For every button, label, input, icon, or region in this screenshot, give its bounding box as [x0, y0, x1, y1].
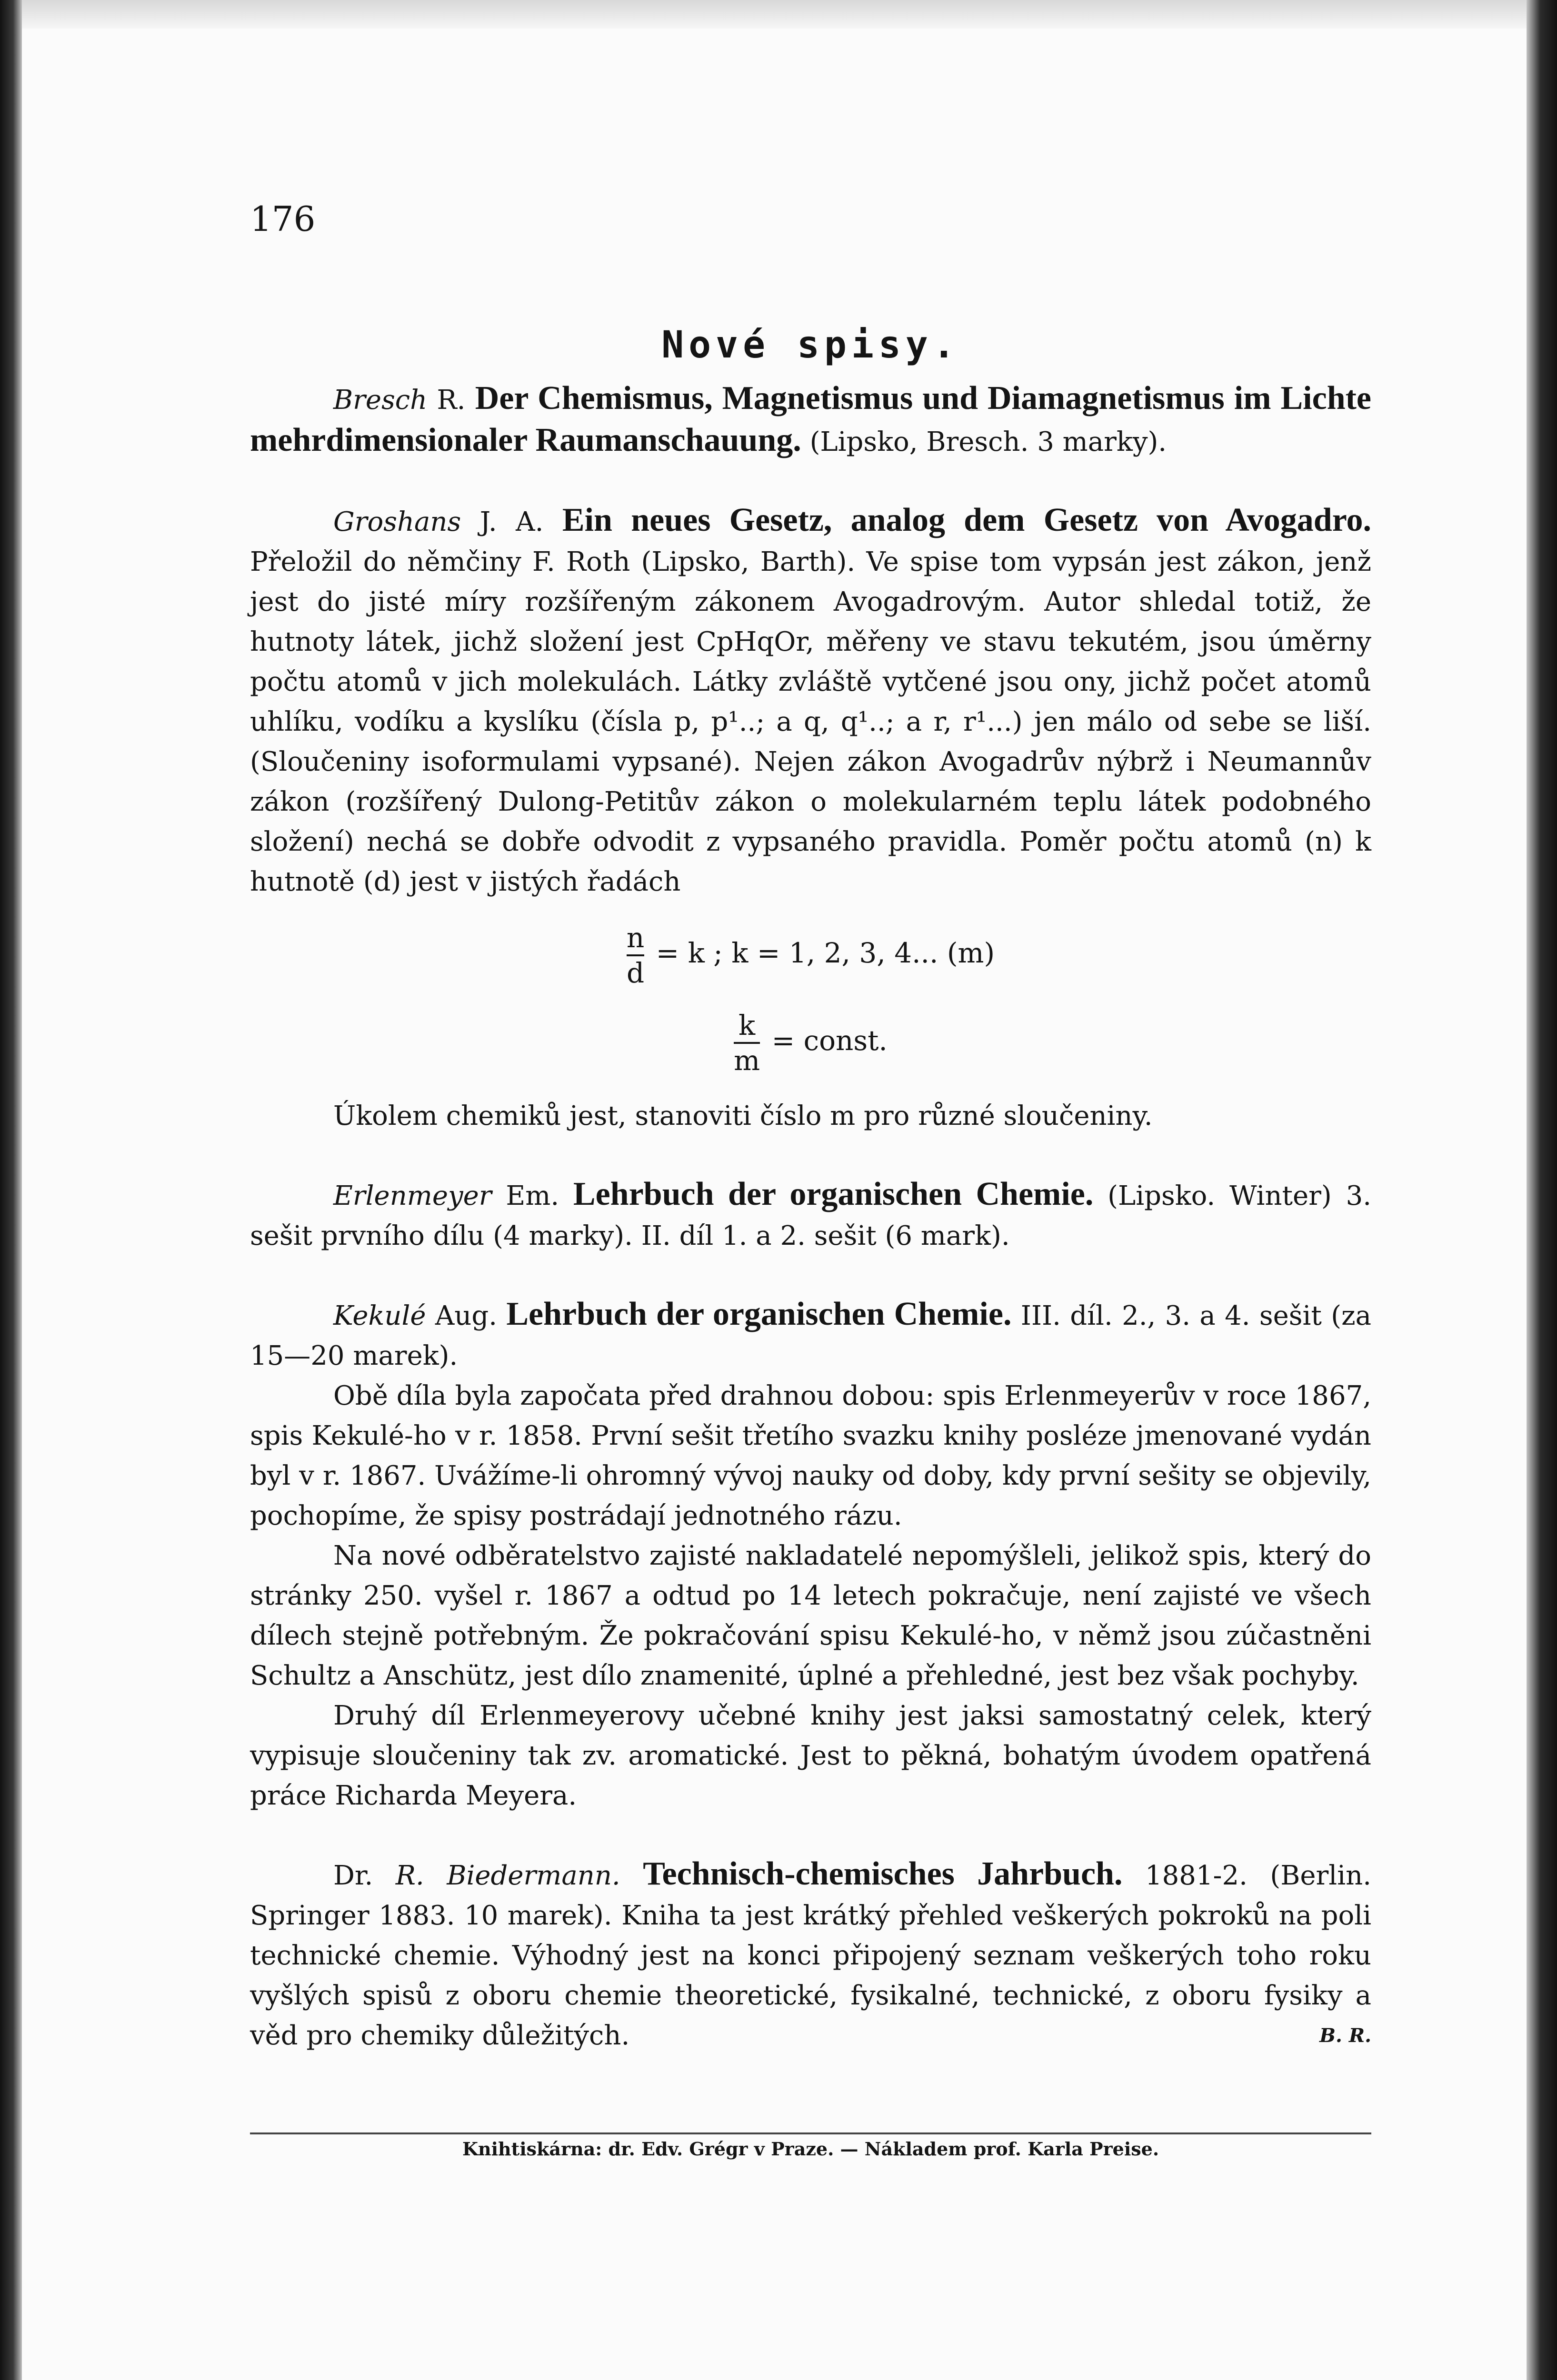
- entry-paragraph: [250, 1854, 1371, 2056]
- entry-paragraph: [250, 500, 1371, 902]
- scan-top-shadow: [0, 0, 1557, 29]
- equation-ratio: [250, 921, 1371, 990]
- review-text: Přeložil do němčiny F. Roth (Lipsko, Barth). Ve spise tom vypsán jest zákon, jenž jest do jisté míry rozšířeným zákonem Avogadrovým. Autor shledal totiž, že hutnoty látek, jichž složení jest CpHqOr, měřeny ve stavu tekutém, jsou úměrny počtu atomů v jich molekulách. Látky zvláště vytčené jsou ony, jichž počet atomů uhlíku, vodíku a kyslíku (čísla p, p¹..; a q, q¹..; a r, r¹...) jen málo od sebe se liší. (Sloučeniny isoformulami vypsané). Nejen zákon Avogadrův nýbrž i Neumannův zákon (rozšířený Dulong-Petitův zákon o molekularném teplu látek podobného složení) nechá se dobře odvodit z vypsaného pravidla. Poměr počtu atomů (n) k hutnotě (d) jest v jistých řadách: [250, 546, 1371, 897]
- author-spacer: [620, 1860, 643, 1891]
- book-title: Technisch-chemisches Jahrbuch.: [643, 1855, 1123, 1892]
- review-entry-erlenmeyer: [250, 1174, 1371, 1256]
- equation-const: [250, 1009, 1371, 1077]
- fraction: [627, 921, 644, 990]
- author-prefix: Dr.: [333, 1860, 396, 1891]
- publication-details: III. díl. 2., 3. a 4. sešit (za 15—20 marek).: [250, 1300, 1371, 1371]
- scan-right-edge: [1527, 0, 1557, 2380]
- review-paragraph: Druhý díl Erlenmeyerovy učebné knihy jest jaksi samostatný celek, který vypisuje sloučeniny tak zv. aromatické. Jest to pěkná, bohatým úvodem opatřená práce Richarda Meyera.: [250, 1700, 1371, 1811]
- fraction-numerator: n: [627, 921, 644, 956]
- book-title: Ein neues Gesetz, analog dem Gesetz von Avogadro.: [562, 502, 1372, 538]
- entry-paragraph: [250, 1174, 1371, 1256]
- fraction-denominator: d: [626, 957, 645, 989]
- author-initials: Em.: [491, 1180, 573, 1211]
- fraction-denominator: m: [734, 1044, 760, 1077]
- review-entry-kekule: [250, 1294, 1371, 1816]
- entry-closing: Úkolem chemiků jest, stanoviti číslo m pro různé sloučeniny.: [333, 1101, 1153, 1131]
- author-name: Erlenmeyer: [333, 1180, 492, 1211]
- printer-imprint: Knihtiskárna: dr. Edv. Grégr v Praze. — Nákladem prof. Karla Preise.: [250, 2132, 1371, 2160]
- book-title: Lehrbuch der organischen Chemie.: [506, 1296, 1012, 1332]
- entry-paragraph: [250, 1294, 1371, 1376]
- review-paragraph: Obě díla byla započata před drahnou dobou: spis Erlenmeyerův v roce 1867, spis Kekulé-ho v r. 1858. První sešit třetího svazku knihy posléze jmenované vydán byl v r. 1867. Uvážíme-li ohromný vývoj nauky od doby, kdy první sešity se objevily, pochopíme, že spisy postrádají jednotného rázu.: [250, 1380, 1371, 1531]
- author-name: Kekulé: [333, 1300, 426, 1331]
- publication-details: (Lipsko. Winter) 3. sešit prvního dílu (4 marky). II. díl 1. a 2. sešit (6 mark).: [250, 1180, 1371, 1251]
- entry-paragraph: [250, 378, 1371, 462]
- author-initials: J. A.: [461, 506, 562, 537]
- publication-details: (Lipsko, Bresch. 3 marky).: [801, 426, 1167, 457]
- review-entry-groshans: [250, 500, 1371, 1136]
- author-name: Bresch: [333, 385, 428, 416]
- fraction-numerator: k: [734, 1009, 760, 1044]
- page-number: 176: [250, 199, 316, 239]
- review-text: 1881-2. (Berlin. Springer 1883. 10 marek). Kniha ta jest krátký přehled veškerých pokroků na poli technické chemie. Výhodný jest na konci připojený seznam veškerých toho roku vyšlých spisů z oboru chemie theoretické, fysikalné, technické, z oboru fysiky a věd pro chemiky důležitých.: [250, 1860, 1371, 2051]
- book-title: Lehrbuch der organischen Chemie.: [573, 1176, 1094, 1212]
- author-initials: Aug.: [426, 1300, 507, 1331]
- author-name: R. Biedermann.: [395, 1860, 620, 1891]
- scan-left-edge: [0, 0, 22, 2380]
- section-heading: Nové spisy.: [661, 324, 960, 367]
- review-list: [250, 378, 1371, 2094]
- equation-rest: = const.: [771, 1024, 888, 1057]
- review-entry-bresch: [250, 378, 1371, 462]
- reviewer-initials: B. R.: [1319, 2024, 1371, 2047]
- review-entry-biedermann: [250, 1854, 1371, 2056]
- book-title: Der Chemismus, Magnetismus und Diamagnetismus im Lichte mehrdimensionaler Raumanschauung.: [250, 380, 1371, 458]
- equation-rest: = k ; k = 1, 2, 3, 4... (m): [656, 937, 995, 970]
- author-name: Groshans: [333, 506, 461, 537]
- author-initials: R.: [427, 385, 475, 416]
- fraction: [734, 1009, 760, 1077]
- review-paragraph: Na nové odběratelstvo zajisté nakladatelé nepomýšleli, jelikož spis, který do stránky 250. vyšel r. 1867 a odtud po 14 letech pokračuje, není zajisté ve všech dílech stejně potřebným. Že pokračování spisu Kekulé-ho, v němž jsou zúčastněni Schultz a Anschütz, jest dílo znamenité, úplné a přehledné, jest bez však pochyby.: [250, 1540, 1371, 1691]
